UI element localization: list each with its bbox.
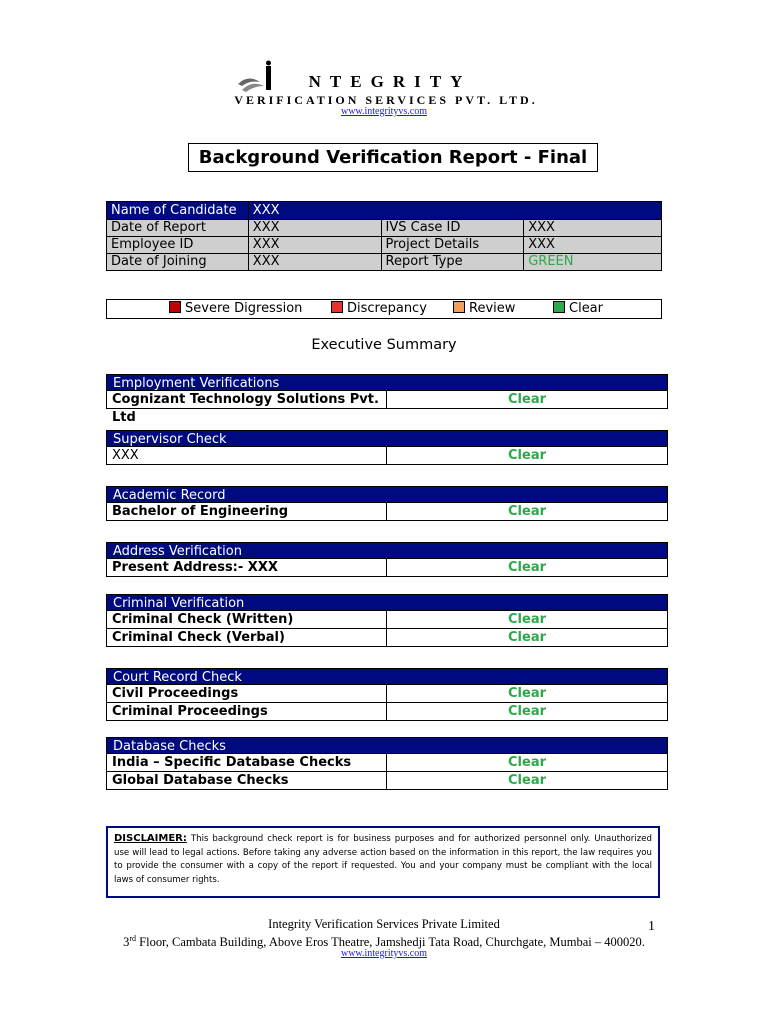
check-label: Civil Proceedings bbox=[107, 685, 387, 702]
status-badge: Clear bbox=[508, 504, 546, 519]
check-label: Criminal Proceedings bbox=[107, 703, 387, 720]
table-row bbox=[106, 611, 668, 629]
page-number: 1 bbox=[648, 919, 655, 934]
check-label: Present Address:- XXX bbox=[107, 559, 387, 576]
section-database bbox=[106, 737, 668, 790]
check-label: Criminal Check (Written) bbox=[107, 611, 387, 628]
section-academic bbox=[106, 486, 668, 521]
legend-item-discrepancy bbox=[331, 300, 427, 318]
check-label: Criminal Check (Verbal) bbox=[107, 629, 387, 646]
section-employment bbox=[106, 374, 668, 425]
section-title: Address Verification bbox=[106, 542, 668, 559]
section-address bbox=[106, 542, 668, 577]
date-of-report-value: XXX bbox=[248, 220, 381, 237]
section-title: Supervisor Check bbox=[106, 430, 668, 447]
table-row bbox=[106, 447, 668, 465]
company-name: NTEGRITY bbox=[308, 72, 472, 91]
section-title: Criminal Verification bbox=[106, 594, 668, 611]
legend-label: Discrepancy bbox=[347, 301, 427, 316]
status-badge: Clear bbox=[508, 704, 546, 719]
discrepancy-swatch-icon bbox=[331, 301, 343, 313]
table-row bbox=[107, 237, 662, 254]
table-row bbox=[106, 629, 668, 647]
table-row bbox=[106, 685, 668, 703]
case-id-value: XXX bbox=[524, 220, 662, 237]
report-type-value: GREEN bbox=[524, 254, 662, 271]
date-of-report-label: Date of Report bbox=[107, 220, 249, 237]
table-row bbox=[106, 559, 668, 577]
report-title: Background Verification Report - Final bbox=[188, 143, 598, 172]
legend-item-severe bbox=[169, 300, 302, 318]
footer-website-link[interactable]: www.integrityvs.com bbox=[340, 948, 427, 959]
candidate-table bbox=[106, 201, 662, 271]
name-label: Name of Candidate bbox=[107, 202, 249, 220]
status-badge: Clear bbox=[508, 448, 546, 463]
table-row bbox=[107, 220, 662, 237]
legend-label: Clear bbox=[569, 301, 603, 316]
section-title: Database Checks bbox=[106, 737, 668, 754]
address-floor: 3 bbox=[123, 935, 130, 950]
disclaimer-text: This background check report is for business purposes and for authorized personnel only. Unauthorized use will lead to legal actions. Before taking any adverse action based on the information in this report, the law requires you to provide the consumer with a copy of the report if requested. You and your company must be compliant with the local laws of consumer rights. bbox=[114, 834, 652, 885]
executive-summary-heading: Executive Summary bbox=[311, 337, 457, 353]
table-row bbox=[106, 503, 668, 521]
review-swatch-icon bbox=[453, 301, 465, 313]
status-badge: Clear bbox=[508, 630, 546, 645]
report-type-label: Report Type bbox=[381, 254, 524, 271]
name-value: XXX bbox=[248, 202, 661, 220]
header-website-link[interactable]: www.integrityvs.com bbox=[340, 106, 427, 117]
legend-item-review bbox=[453, 300, 515, 318]
section-title: Court Record Check bbox=[106, 668, 668, 685]
check-label: Cognizant Technology Solutions Pvt. Ltd bbox=[107, 391, 387, 408]
section-supervisor bbox=[106, 430, 668, 465]
check-label: Global Database Checks bbox=[107, 772, 387, 789]
disclaimer-label: DISCLAIMER: bbox=[114, 833, 187, 844]
date-of-joining-value: XXX bbox=[248, 254, 381, 271]
date-of-joining-label: Date of Joining bbox=[107, 254, 249, 271]
status-legend bbox=[106, 299, 662, 319]
table-row bbox=[107, 254, 662, 271]
legend-label: Review bbox=[469, 301, 516, 316]
table-row bbox=[106, 703, 668, 721]
address-sup: rd bbox=[129, 934, 137, 943]
status-badge: Clear bbox=[508, 612, 546, 627]
status-badge: Clear bbox=[508, 755, 546, 770]
status-badge: Clear bbox=[508, 560, 546, 575]
table-row bbox=[106, 772, 668, 790]
section-court bbox=[106, 668, 668, 721]
legend-label: Severe Digression bbox=[185, 301, 303, 316]
status-badge: Clear bbox=[508, 773, 546, 788]
case-id-label: IVS Case ID bbox=[381, 220, 524, 237]
company-subtitle: VERIFICATION SERVICES PVT. LTD. bbox=[234, 93, 538, 107]
table-row bbox=[106, 754, 668, 772]
section-title: Academic Record bbox=[106, 486, 668, 503]
project-details-label: Project Details bbox=[381, 237, 524, 254]
status-badge: Clear bbox=[508, 392, 546, 407]
check-label: Bachelor of Engineering bbox=[107, 503, 387, 520]
check-label: India – Specific Database Checks bbox=[107, 754, 387, 771]
footer-company: Integrity Verification Services Private Limited bbox=[268, 917, 500, 931]
disclaimer-box bbox=[106, 826, 660, 898]
section-title: Employment Verifications bbox=[106, 374, 668, 391]
table-row bbox=[106, 391, 668, 425]
section-criminal bbox=[106, 594, 668, 647]
severe-swatch-icon bbox=[169, 301, 181, 313]
check-label: XXX bbox=[107, 447, 387, 464]
status-badge: Clear bbox=[508, 686, 546, 701]
candidate-name-row bbox=[107, 202, 662, 220]
employee-id-value: XXX bbox=[248, 237, 381, 254]
employee-id-label: Employee ID bbox=[107, 237, 249, 254]
project-details-value: XXX bbox=[524, 237, 662, 254]
address-rest: Floor, Cambata Building, Above Eros Theatre, Jamshedji Tata Road, Churchgate, Mumbai – 400020. bbox=[136, 935, 645, 950]
legend-item-clear bbox=[553, 300, 603, 318]
clear-swatch-icon bbox=[553, 301, 565, 313]
